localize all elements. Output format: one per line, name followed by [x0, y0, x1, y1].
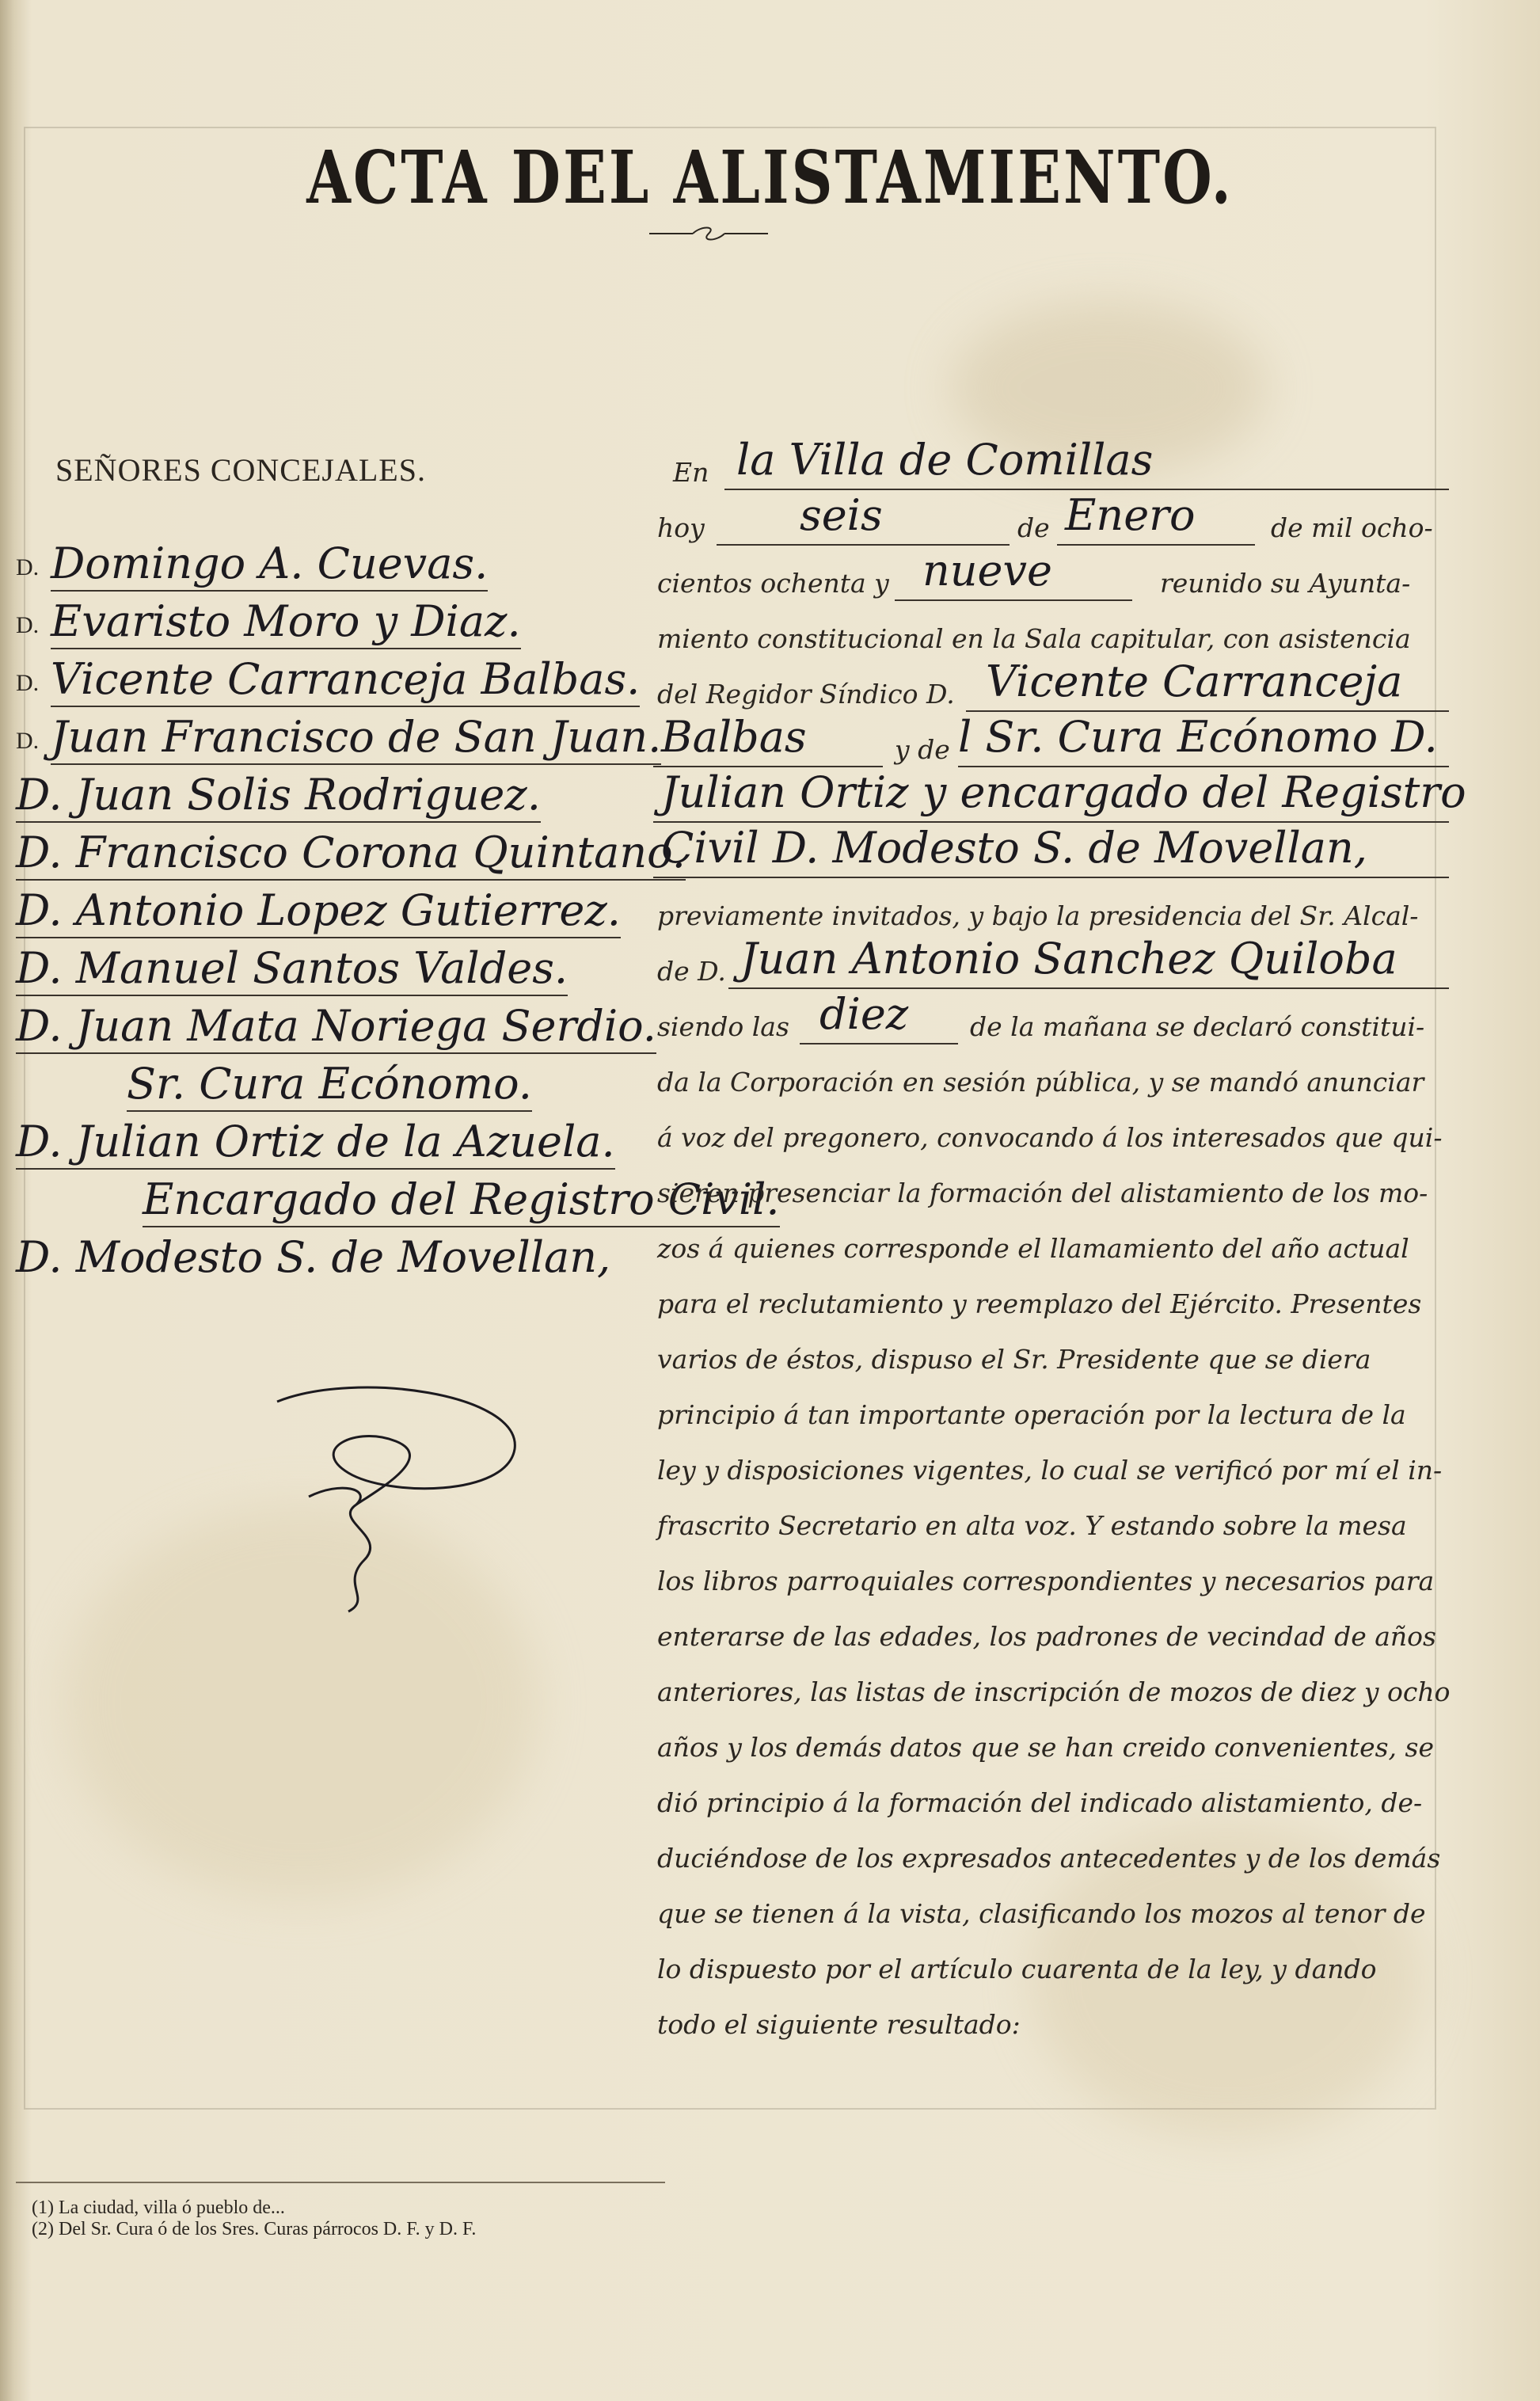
footnote: (1) La ciudad, villa ó pueblo de...: [32, 2197, 285, 2218]
body-text: años y los demás datos que se han creido convenientes, se: [657, 1732, 1434, 1763]
body-text: duciéndose de los expresados antecedentes y de los demás: [657, 1843, 1441, 1874]
body-text: hoy: [657, 512, 705, 543]
handwritten-entry: l Sr. Cura Ecónomo D.: [958, 712, 1438, 762]
footnote-rule: [16, 2182, 665, 2183]
councillor-signature: D. Julian Ortiz de la Azuela.: [16, 1117, 615, 1170]
body-text: del Regidor Síndico D.: [657, 679, 955, 710]
councillor-prefix: D.: [16, 670, 40, 696]
councillor-prefix: D.: [16, 612, 40, 638]
fill-in-line: [800, 1043, 958, 1044]
body-text: cientos ochenta y: [657, 568, 889, 599]
councillor-signature: D. Antonio Lopez Gutierrez.: [16, 885, 621, 938]
body-line: [653, 1493, 1449, 1548]
body-text: siendo las: [657, 1011, 789, 1042]
body-text: que se tienen á la vista, clasificando los mozos al tenor de: [657, 1898, 1426, 1929]
body-line: [653, 1271, 1449, 1326]
councillor-signature: Domingo A. Cuevas.: [51, 538, 488, 592]
councillor-signature: D. Juan Mata Noriega Serdio.: [16, 1001, 656, 1054]
councillor-signature: D. Francisco Corona Quintano.: [16, 828, 686, 881]
body-text: para el reclutamiento y reemplazo del Ejército. Presentes: [657, 1288, 1422, 1319]
body-line: [653, 1548, 1449, 1604]
body-line: [653, 1936, 1449, 1992]
body-line: [653, 1216, 1449, 1271]
body-text: da la Corporación en sesión pública, y se mandó anunciar: [657, 1067, 1424, 1098]
body-line: [653, 656, 1449, 717]
body-text: de D.: [657, 956, 726, 987]
body-line: [653, 546, 1449, 606]
councillor-prefix: D.: [16, 554, 40, 580]
body-text: miento constitucional en la Sala capitular, con asistencia: [657, 623, 1411, 654]
fill-in-line: [1057, 544, 1255, 546]
footnotes: [32, 2197, 476, 2240]
body-text: y de: [895, 734, 950, 765]
handwritten-entry: Enero: [1065, 490, 1196, 540]
body-text: lo dispuesto por el artículo cuarenta de la ley, y dando: [657, 1954, 1377, 1984]
councillor-prefix: D.: [16, 728, 40, 754]
title-ornament: [645, 224, 772, 243]
handwritten-entry: Vicente Carranceja: [986, 656, 1403, 706]
councillor-signature: Encargado del Registro Civil.: [143, 1174, 780, 1227]
fill-in-line: [895, 599, 1132, 601]
body-line: [653, 1382, 1449, 1437]
handwritten-entry: Balbas: [661, 712, 807, 762]
handwritten-entry: la Villa de Comillas: [736, 435, 1154, 485]
body-text: previamente invitados, y bajo la presidencia del Sr. Alcal-: [657, 900, 1419, 931]
body-text: zos á quienes corresponde el llamamiento del año actual: [657, 1233, 1409, 1264]
body-line: [653, 1437, 1449, 1493]
body-line: [653, 883, 1449, 938]
body-line: [653, 1326, 1449, 1382]
handwritten-entry: diez: [819, 989, 909, 1039]
body-line: [653, 712, 1449, 772]
body-line: [653, 989, 1449, 1049]
body-text: de la mañana se declaró constitui-: [970, 1011, 1425, 1042]
body-text: frascrito Secretario en alta voz. Y estando sobre la mesa: [657, 1510, 1407, 1541]
body-line: [653, 1659, 1449, 1714]
body-line: [653, 1881, 1449, 1936]
body-line: [653, 1604, 1449, 1659]
body-text: sieren presenciar la formación del alistamiento de los mo-: [657, 1178, 1428, 1208]
body-line: [653, 435, 1449, 495]
body-line: [653, 1714, 1449, 1770]
councillor-signature: Juan Francisco de San Juan.: [51, 712, 661, 765]
body-line: [653, 1992, 1449, 2047]
handwritten-entry: nueve: [922, 546, 1052, 595]
councillor-signature: D. Modesto S. de Movellan,: [16, 1232, 611, 1282]
body-text: reunido su Ayunta-: [1160, 568, 1411, 599]
councillor-signature: Vicente Carranceja Balbas.: [51, 654, 640, 707]
body-line: [653, 490, 1449, 550]
councillor-signature: D. Juan Solis Rodriguez.: [16, 770, 541, 823]
body-text: á voz del pregonero, convocando á los interesados que qui-: [657, 1122, 1443, 1153]
body-line: [653, 1770, 1449, 1825]
councillors-heading: SEÑORES CONCEJALES.: [55, 452, 426, 488]
body-text: enterarse de las edades, los padrones de vecindad de años: [657, 1621, 1436, 1652]
fill-in-line: [653, 877, 1449, 878]
body-text: anteriores, las listas de inscripción de mozos de diez y ocho: [657, 1676, 1451, 1707]
document-title: ACTA DEL ALISTAMIENTO.: [306, 135, 1234, 220]
body-text: todo el siguiente resultado:: [657, 2009, 1021, 2040]
councillor-signature: Sr. Cura Ecónomo.: [127, 1059, 532, 1112]
signature-rubric-flourish: [261, 1378, 546, 1615]
body-text: los libros parroquiales correspondientes y necesarios para: [657, 1566, 1435, 1596]
body-line: [653, 934, 1449, 994]
body-text: de mil ocho-: [1271, 512, 1433, 543]
body-text: de: [1017, 512, 1050, 543]
body-text: varios de éstos, dispuso el Sr. Presidente que se diera: [657, 1344, 1371, 1375]
body-line: [653, 1160, 1449, 1216]
handwritten-entry: Juan Antonio Sanchez Quiloba: [740, 934, 1397, 984]
footnote: (2) Del Sr. Cura ó de los Sres. Curas párrocos D. F. y D. F.: [32, 2219, 477, 2239]
body-line: [653, 606, 1449, 661]
body-line: [653, 1825, 1449, 1881]
body-line: [653, 823, 1449, 883]
body-text: En: [673, 457, 709, 488]
body-line: [653, 767, 1466, 828]
body-text: dió principio á la formación del indicado alistamiento, de-: [657, 1787, 1423, 1818]
body-line: [653, 1049, 1449, 1105]
body-text: ley y disposiciones vigentes, lo cual se verificó por mí el in-: [657, 1455, 1443, 1486]
body-line: [653, 1105, 1449, 1160]
body-text: principio á tan importante operación por la lectura de la: [657, 1399, 1406, 1430]
councillor-signature: D. Manuel Santos Valdes.: [16, 943, 568, 996]
councillor-signature: Evaristo Moro y Diaz.: [51, 596, 521, 649]
handwritten-entry: seis: [800, 490, 883, 540]
handwritten-entry: Civil D. Modesto S. de Movellan,: [661, 823, 1367, 873]
handwritten-entry: Julian Ortiz y encargado del Registro: [661, 767, 1466, 817]
